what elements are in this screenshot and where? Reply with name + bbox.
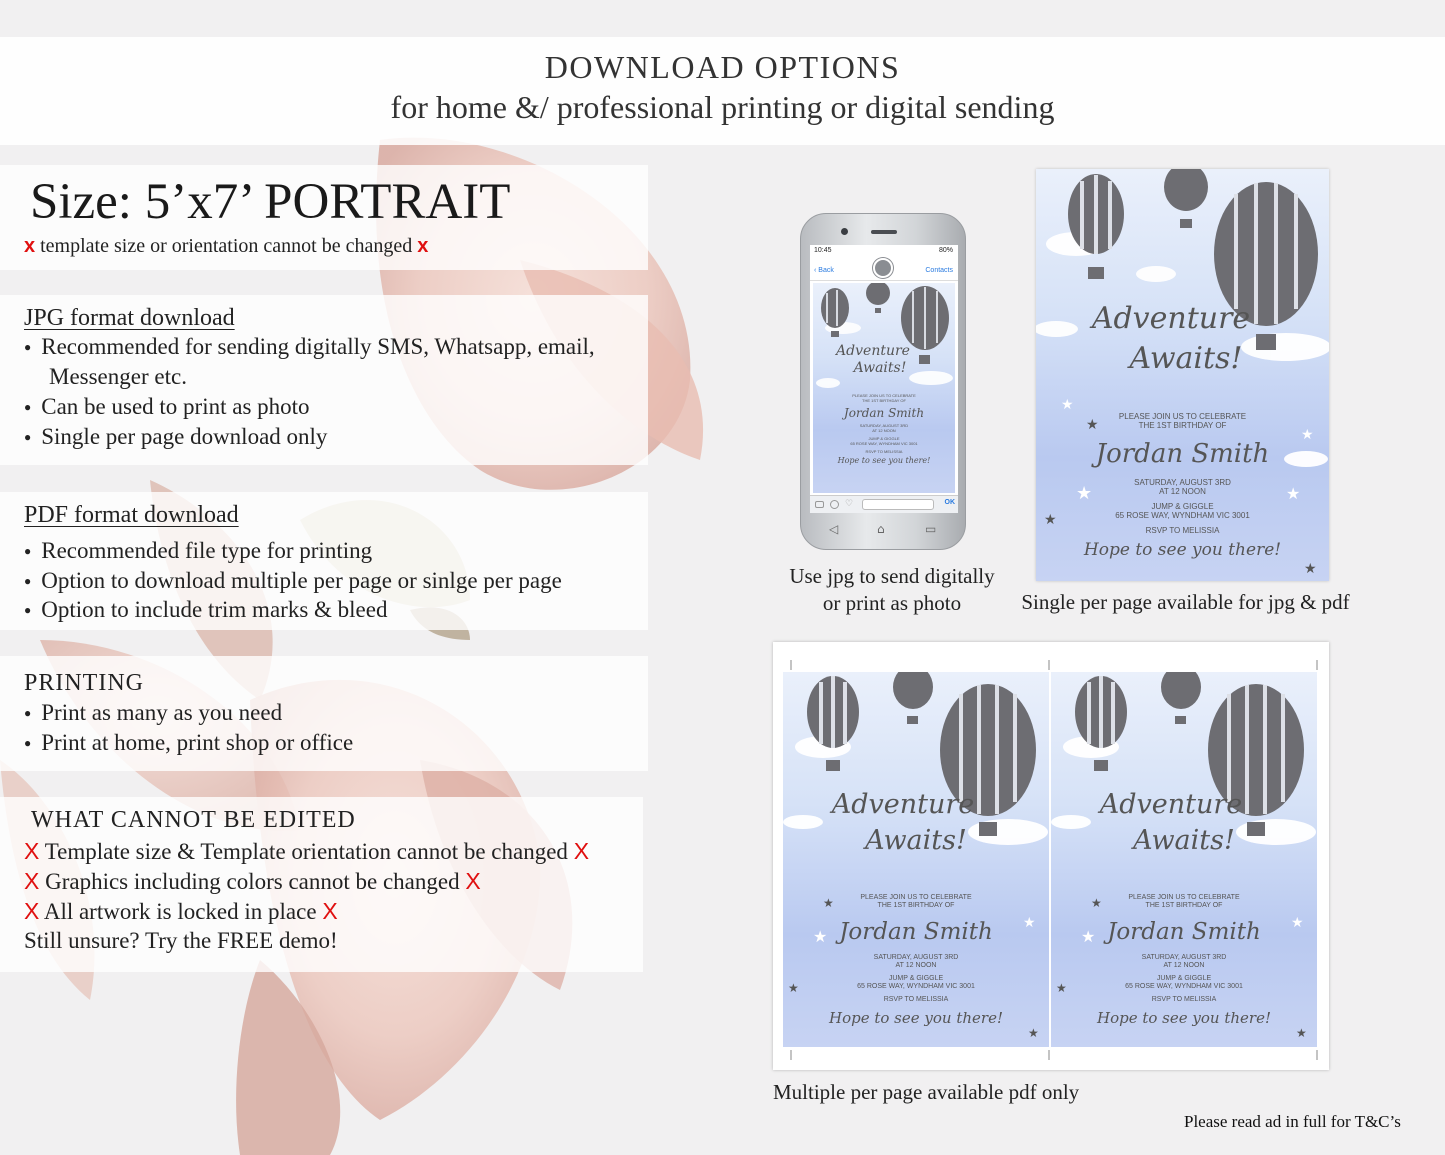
heart-icon[interactable]: ♡ <box>845 498 854 508</box>
home-nav-icon[interactable]: ⌂ <box>877 522 885 536</box>
svg-text:★: ★ <box>1076 483 1093 503</box>
camera-icon[interactable] <box>815 501 824 508</box>
sheet-invite-title-line2: Awaits! <box>865 825 967 856</box>
multi-page-sheet <box>773 642 1329 1070</box>
back-nav-icon[interactable]: ◁ <box>829 522 839 536</box>
pdf-heading: PDF format download <box>24 502 239 528</box>
sheet-invite-line: PLEASE JOIN US TO CELEBRATE <box>860 894 972 901</box>
jpg-bullet-continuation: Messenger etc. <box>49 364 187 389</box>
sheet-invite-name: Jordan Smith <box>1107 919 1261 945</box>
sheet-invite-line: 65 ROSE WAY, WYNDHAM VIC 3001 <box>1125 983 1243 990</box>
sheet-invite-title-line1: Adventure <box>831 789 975 820</box>
sheet-invite-line: PLEASE JOIN US TO CELEBRATE <box>1128 894 1240 901</box>
size-panel <box>0 165 648 270</box>
phone-screen <box>810 245 958 513</box>
phone-back-link[interactable]: ‹ Back <box>814 267 834 274</box>
size-note <box>24 235 428 258</box>
single-invite-closing: Hope to see you there! <box>1083 540 1282 560</box>
sheet-invite-closing: Hope to see you there! <box>1097 1009 1271 1027</box>
phone-invite-line: RSVP TO MELISSIA <box>865 449 903 454</box>
phone-caption <box>760 563 1024 617</box>
not-editable-item-text: All artwork is locked in place <box>43 899 317 924</box>
svg-text:★: ★ <box>813 929 828 946</box>
single-invite-line: 65 ROSE WAY, WYNDHAM VIC 3001 <box>1115 511 1250 520</box>
svg-text:★: ★ <box>1028 1026 1039 1040</box>
sheet-invite-closing: Hope to see you there! <box>829 1009 1003 1027</box>
svg-text:★: ★ <box>1086 418 1099 433</box>
not-editable-item <box>24 838 589 865</box>
phone-invite-line: AT 12 NOON <box>872 428 896 433</box>
single-invite-line: JUMP & GIGGLE <box>1151 502 1214 511</box>
jpg-bullet: ● Single per page download only <box>24 424 327 450</box>
terms-note: Please read ad in full for T&C’s <box>1184 1112 1401 1131</box>
jpg-panel <box>0 295 648 465</box>
not-editable-item <box>24 898 338 925</box>
sheet-invite-line: THE 1ST BIRTHDAY OF <box>877 902 955 909</box>
jpg-bullet: ● Recommended for sending digitally SMS, Whatsapp, email, <box>24 334 595 360</box>
red-x-icon: X <box>322 898 338 924</box>
phone-invite-title <box>833 343 913 377</box>
pdf-bullet: ● Option to include trim marks & bleed <box>24 597 387 623</box>
single-invite-line: THE 1ST BIRTHDAY OF <box>1138 421 1227 430</box>
phone-caption-line1: Use jpg to send digitally <box>789 564 995 588</box>
phone-invite-line: PLEASE JOIN US TO CELEBRATE <box>852 393 916 398</box>
printing-bullet: ● Print as many as you need <box>24 700 282 726</box>
phone-invite-line: THE 1ST BIRTHDAY OF <box>862 398 906 403</box>
contact-avatar-icon <box>873 258 893 278</box>
phone-status-bar <box>810 245 958 257</box>
phone-invite-line: SATURDAY, AUGUST 3RD <box>859 423 909 428</box>
single-invite-details <box>1036 412 1329 565</box>
not-editable-item <box>24 868 481 895</box>
size-note-text: template size or orientation cannot be changed <box>40 235 413 257</box>
red-x-icon: X <box>24 898 40 924</box>
sheet-invite-line: 65 ROSE WAY, WYNDHAM VIC 3001 <box>857 983 975 990</box>
svg-text:★: ★ <box>1301 428 1314 443</box>
phone-invite-closing: Hope to see you there! <box>837 456 931 465</box>
sheet-invite-title-line2: Awaits! <box>1133 825 1235 856</box>
sheet-invite-line: THE 1ST BIRTHDAY OF <box>1145 902 1223 909</box>
multiple-caption: Multiple per page available pdf only <box>773 1080 1080 1104</box>
svg-text:★: ★ <box>1286 486 1301 503</box>
sheet-invite-title-line1: Adventure <box>1099 789 1243 820</box>
svg-text:★: ★ <box>1081 929 1096 946</box>
single-invite-line: SATURDAY, AUGUST 3RD <box>1134 478 1231 487</box>
printing-panel <box>0 656 648 771</box>
jpg-bullet: ● Can be used to print as photo <box>24 394 310 420</box>
single-invite-line: AT 12 NOON <box>1159 487 1206 496</box>
phone-message-bar <box>810 495 958 513</box>
printing-bullet: ● Print at home, print shop or office <box>24 730 353 756</box>
single-invite-title <box>1091 299 1251 379</box>
red-x-icon: x <box>417 235 429 257</box>
phone-invite-details <box>813 393 955 468</box>
red-x-icon: X <box>24 868 40 894</box>
svg-text:★: ★ <box>1061 398 1074 413</box>
not-editable-panel <box>0 797 643 972</box>
phone-home-bar <box>821 520 947 542</box>
phone-invite-line: JUMP & GIGGLE <box>868 436 900 441</box>
pdf-panel <box>0 492 648 630</box>
single-invite-name: Jordan Smith <box>1095 439 1270 469</box>
emoji-icon[interactable] <box>830 500 839 509</box>
size-title: Size: 5’x7’ PORTRAIT <box>30 174 511 230</box>
not-editable-item-text: Template size & Template orientation cannot be changed <box>44 839 568 864</box>
phone-invite-title-line2: Awaits! <box>853 360 907 376</box>
sheet-invite-line: AT 12 NOON <box>1163 962 1205 969</box>
page-subtitle: for home &/ professional printing or digital sending <box>390 89 1055 125</box>
trim-marks <box>773 642 1329 1070</box>
page-title: DOWNLOAD OPTIONS <box>544 49 901 85</box>
single-invitation-card <box>1036 169 1329 581</box>
red-x-icon: X <box>573 838 590 864</box>
pdf-bullet: ● Recommended file type for printing <box>24 538 372 564</box>
phone-invite-line: 65 ROSE WAY, WYNDHAM VIC 3001 <box>850 441 918 446</box>
sheet-invite-line: RSVP TO MELISSIA <box>1151 996 1217 1003</box>
sheet-invite-line: JUMP & GIGGLE <box>888 975 944 982</box>
red-x-icon: x <box>24 235 36 257</box>
single-invite-line: PLEASE JOIN US TO CELEBRATE <box>1118 412 1247 421</box>
not-editable-item-text: Graphics including colors cannot be changed <box>45 869 460 894</box>
jpg-heading: JPG format download <box>24 305 235 331</box>
red-x-icon: X <box>24 838 40 864</box>
svg-text:★: ★ <box>823 896 834 910</box>
not-editable-heading: WHAT CANNOT BE EDITED <box>31 807 356 833</box>
header-banner <box>0 37 1445 145</box>
ok-button[interactable]: OK <box>944 499 955 506</box>
phone-invite-name: Jordan Smith <box>843 406 925 420</box>
sheet-invite-line: AT 12 NOON <box>895 962 937 969</box>
recent-nav-icon[interactable]: ▭ <box>925 522 937 536</box>
svg-text:★: ★ <box>1296 1026 1307 1040</box>
sheet-invite-line: RSVP TO MELISSIA <box>883 996 949 1003</box>
svg-text:★: ★ <box>1091 896 1102 910</box>
phone-invitation-preview <box>813 283 955 493</box>
phone-battery: 80% <box>938 247 953 254</box>
svg-text:★: ★ <box>1056 981 1067 995</box>
sheet-invite-line: SATURDAY, AUGUST 3RD <box>873 954 959 961</box>
single-invite-line: RSVP TO MELISSIA <box>1145 526 1220 535</box>
phone-caption-line2: or print as photo <box>822 591 962 615</box>
svg-text:★: ★ <box>1044 513 1057 528</box>
phone-invite-title-line1: Adventure <box>836 343 910 359</box>
single-caption: Single per page available for jpg & pdf <box>1021 590 1350 614</box>
single-invite-title-line2: Awaits! <box>1129 341 1243 376</box>
message-input[interactable] <box>862 499 934 510</box>
svg-text:★: ★ <box>1023 916 1036 931</box>
phone-nav-bar <box>810 257 958 281</box>
sheet-invite-line: JUMP & GIGGLE <box>1156 975 1212 982</box>
phone-speaker <box>871 230 897 234</box>
pdf-bullet: ● Option to download multiple per page or sinlge per page <box>24 568 562 594</box>
free-demo-note: Still unsure? Try the FREE demo! <box>24 928 338 953</box>
red-x-icon: X <box>465 868 481 894</box>
phone-time: 10:45 <box>814 247 832 254</box>
svg-text:★: ★ <box>1291 916 1304 931</box>
sheet-invite-line: SATURDAY, AUGUST 3RD <box>1141 954 1227 961</box>
printing-heading: PRINTING <box>24 670 144 696</box>
svg-text:★: ★ <box>788 981 799 995</box>
single-invite-title-line1: Adventure <box>1091 301 1251 336</box>
sheet-invite-name: Jordan Smith <box>839 919 993 945</box>
phone-camera <box>841 228 848 235</box>
svg-text:★: ★ <box>1304 562 1317 577</box>
phone-contacts-link[interactable]: Contacts <box>925 267 953 274</box>
phone-mockup <box>800 213 966 550</box>
phone-back-label: Back <box>818 267 834 274</box>
